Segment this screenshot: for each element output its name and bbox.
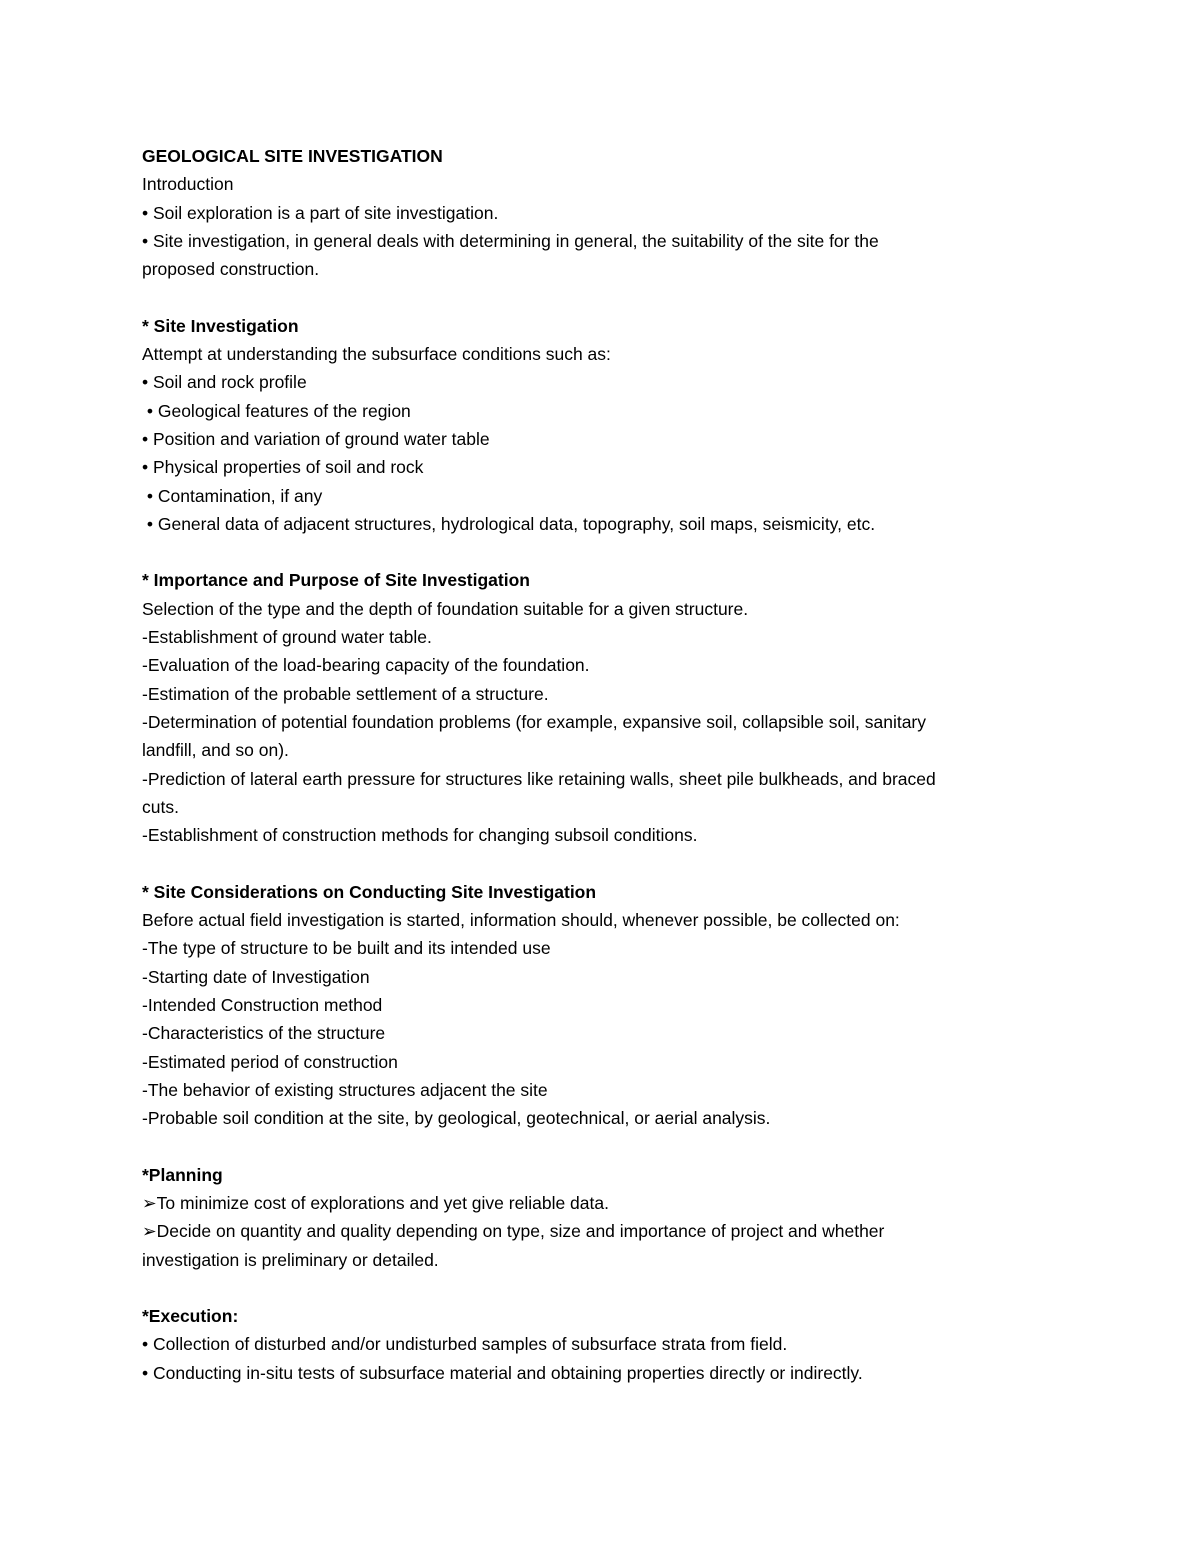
- considerations-line: Before actual field investigation is started, information should, whenever possible, be collected on:: [142, 910, 900, 931]
- importance-line: -Estimation of the probable settlement of a structure.: [142, 683, 549, 704]
- section-heading-considerations: * Site Considerations on Conducting Site Investigation: [142, 881, 597, 902]
- site-investigation-line: • Soil and rock profile: [142, 372, 307, 393]
- considerations-line: -The type of structure to be built and its intended use: [142, 938, 551, 959]
- considerations-line: -Estimated period of construction: [142, 1051, 398, 1072]
- planning-line: investigation is preliminary or detailed.: [142, 1249, 439, 1270]
- planning-line: ➢Decide on quantity and quality depending on type, size and importance of project and whether: [142, 1221, 885, 1242]
- blank-line: [142, 849, 1062, 877]
- section-heading-planning: *Planning: [142, 1164, 223, 1185]
- importance-line: -Evaluation of the load-bearing capacity of the foundation.: [142, 655, 590, 676]
- site-investigation-line: Attempt at understanding the subsurface conditions such as:: [142, 344, 611, 365]
- importance-line: landfill, and so on).: [142, 740, 289, 761]
- document-body: [142, 142, 1062, 1387]
- importance-line: -Determination of potential foundation problems (for example, expansive soil, collapsible soil, sanitary: [142, 711, 927, 732]
- intro-line: • Soil exploration is a part of site investigation.: [142, 202, 499, 223]
- blank-line: [142, 283, 1062, 311]
- importance-line: -Prediction of lateral earth pressure for structures like retaining walls, sheet pile bulkheads, and braced: [142, 768, 936, 789]
- section-heading-execution: *Execution:: [142, 1306, 239, 1327]
- site-investigation-line: • Geological features of the region: [142, 400, 411, 421]
- intro-label: Introduction: [142, 174, 234, 195]
- importance-line: -Establishment of construction methods for changing subsoil conditions.: [142, 825, 698, 846]
- blank-line: [142, 1132, 1062, 1160]
- execution-line: • Collection of disturbed and/or undisturbed samples of subsurface strata from field.: [142, 1334, 788, 1355]
- considerations-line: -Characteristics of the structure: [142, 1023, 386, 1044]
- site-investigation-line: • Contamination, if any: [142, 485, 323, 506]
- considerations-line: -Starting date of Investigation: [142, 966, 370, 987]
- section-heading-site-investigation: * Site Investigation: [142, 315, 299, 336]
- site-investigation-line: • General data of adjacent structures, hydrological data, topography, soil maps, seismicity, etc.: [142, 513, 876, 534]
- considerations-line: -Probable soil condition at the site, by geological, geotechnical, or aerial analysis.: [142, 1108, 771, 1129]
- site-investigation-line: • Position and variation of ground water table: [142, 428, 490, 449]
- intro-line: proposed construction.: [142, 259, 320, 280]
- section-heading-importance: * Importance and Purpose of Site Investigation: [142, 570, 530, 591]
- document-title: GEOLOGICAL SITE INVESTIGATION: [142, 146, 443, 166]
- planning-line: ➢To minimize cost of explorations and yet give reliable data.: [142, 1192, 609, 1213]
- intro-line: • Site investigation, in general deals with determining in general, the suitability of the site for the: [142, 230, 879, 251]
- blank-line: [142, 538, 1062, 566]
- site-investigation-line: • Physical properties of soil and rock: [142, 457, 424, 478]
- execution-line: • Conducting in-situ tests of subsurface material and obtaining properties directly or indirectly.: [142, 1362, 863, 1383]
- importance-line: -Establishment of ground water table.: [142, 627, 432, 648]
- considerations-line: -The behavior of existing structures adjacent the site: [142, 1079, 548, 1100]
- importance-line: Selection of the type and the depth of foundation suitable for a given structure.: [142, 598, 749, 619]
- blank-line: [142, 1274, 1062, 1302]
- importance-line: cuts.: [142, 796, 179, 817]
- considerations-line: -Intended Construction method: [142, 994, 383, 1015]
